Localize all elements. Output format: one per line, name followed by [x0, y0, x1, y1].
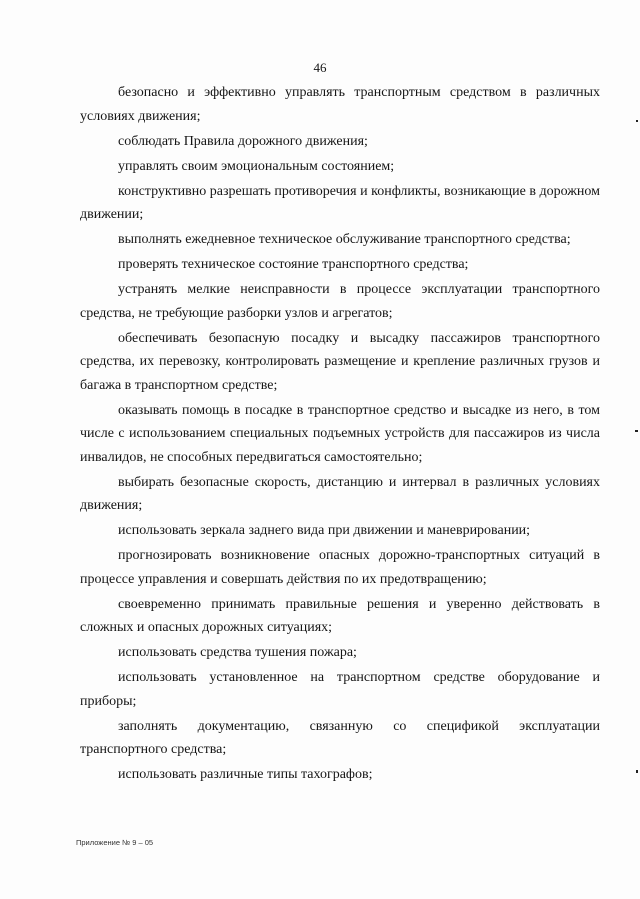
paragraph: заполнять документацию, связанную со спецификой эксплуатации транспортного средства;: [80, 718, 600, 757]
page-number: 46: [313, 60, 327, 75]
paragraph: оказывать помощь в посадке в транспортное средство и высадке из него, в том числе с использованием специальных подъемных устройств для пассажиров из числа инвалидов, не способных передвигаться самостоятельно;: [80, 402, 600, 465]
scan-speck: [636, 770, 638, 773]
paragraph: соблюдать Правила дорожного движения;: [118, 133, 368, 149]
paragraph: выбирать безопасные скорость, дистанцию и интервал в различных условиях движения;: [80, 474, 600, 513]
paragraph: безопасно и эффективно управлять транспортным средством в различных условиях движения;: [80, 85, 600, 124]
scan-speck: [635, 430, 638, 432]
paragraph: своевременно принимать правильные решения и уверенно действовать в сложных и опасных дорожных ситуациях;: [80, 596, 600, 635]
paragraph: управлять своим эмоциональным состоянием;: [118, 158, 395, 174]
paragraph: выполнять ежедневное техническое обслуживание транспортного средства;: [118, 232, 571, 247]
paragraph: устранять мелкие неисправности в процессе эксплуатации транспортного средства, не требующие разборки узлов и агрегатов;: [80, 282, 600, 321]
paragraph: использовать зеркала заднего вида при движении и маневрировании;: [118, 523, 531, 538]
footer-note: Приложение № 9 – 05: [76, 838, 154, 847]
paragraph: использовать средства тушения пожара;: [118, 645, 357, 660]
scan-speck: [636, 120, 638, 122]
paragraph: обеспечивать безопасную посадку и высадку пассажиров транспортного средства, их перевозку, контролировать размещение и крепление различных грузов и багажа в транспортном средстве;: [80, 330, 600, 393]
paragraph: прогнозировать возникновение опасных дорожно-транспортных ситуаций в процессе управления и совершать действия по их предотвращению;: [80, 548, 600, 587]
paragraph: использовать различные типы тахографов;: [118, 767, 373, 782]
body-text: [80, 81, 600, 788]
paragraph: проверять техническое состояние транспортного средства;: [118, 257, 469, 272]
paragraph: использовать установленное на транспортном средстве оборудование и приборы;: [80, 670, 600, 709]
paragraph: конструктивно разрешать противоречия и конфликты, возникающие в дорожном движении;: [80, 183, 600, 222]
